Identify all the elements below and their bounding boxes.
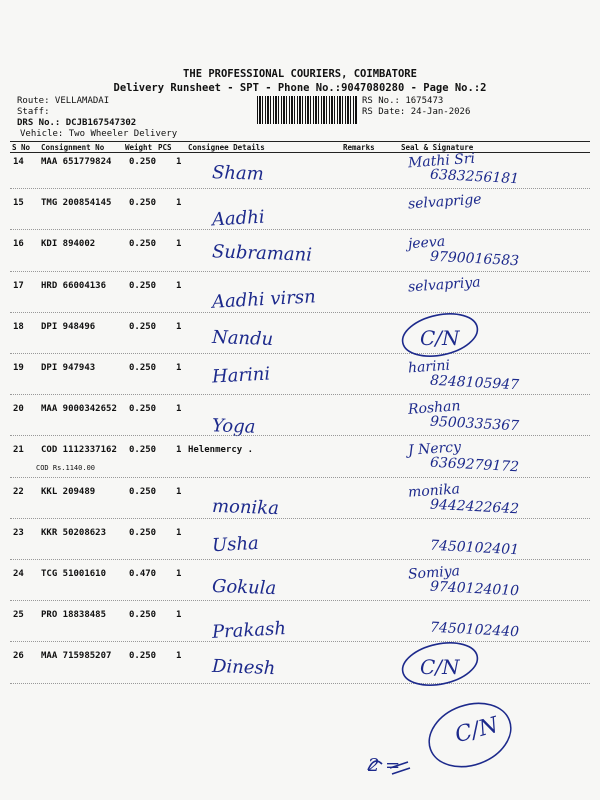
row-pcs: 1 [176, 651, 182, 662]
row-consignee-handwritten: monika [211, 495, 280, 519]
row-consignment-no: KDI 894002 [41, 239, 96, 250]
col-pcs: PCS [158, 143, 172, 152]
row-consignee-handwritten: Aadhi [211, 206, 266, 231]
rs-date: RS Date: 24-Jan-2026 [362, 107, 471, 117]
row-consignee-handwritten: Yoga [211, 415, 256, 438]
row-consignment-no: PRO 18838485 [41, 610, 107, 621]
row-weight: 0.250 [129, 321, 157, 332]
row-consignment-no: KKL 209489 [41, 486, 96, 497]
route-label: Route: VELLAMADAI [17, 96, 110, 106]
row-pcs: 1 [176, 198, 182, 209]
col-consignee-details: Consignee Details [188, 143, 265, 152]
header-bottom-rule [10, 152, 590, 153]
row-sno: 26 [13, 651, 24, 662]
row-signature: Somiya [407, 563, 461, 583]
row-pcs: 1 [176, 239, 182, 250]
row-weight: 0.250 [129, 363, 157, 373]
row-cn-stamp: C/N [420, 325, 460, 350]
col-remarks: Remarks [343, 143, 375, 152]
row-phone-handwritten: 7450102401 [429, 537, 520, 559]
row-sno: 21 [13, 445, 24, 456]
row-pcs: 1 [176, 610, 182, 621]
row-sno: 19 [13, 363, 24, 373]
row-consignment-no: DPI 948496 [41, 321, 96, 332]
row-consignment-no: HRD 66004136 [41, 280, 107, 291]
row-divider [10, 271, 590, 272]
row-pcs: 1 [176, 445, 182, 456]
row-weight: 0.250 [129, 280, 157, 291]
row-sno: 23 [13, 527, 24, 538]
row-signature: Roshan [407, 398, 462, 419]
header-top-rule [10, 141, 590, 142]
row-pcs: 1 [176, 404, 182, 415]
row-consignment-no: TMG 200854145 [41, 198, 112, 209]
row-signature: harini [407, 357, 451, 377]
row-consignee: Helenmercy . [188, 445, 254, 456]
row-cn-stamp: C/N [420, 655, 460, 680]
row-pcs: 1 [176, 321, 182, 332]
row-consignee-handwritten: Gokula [211, 575, 277, 600]
col-sno: S No [12, 143, 31, 152]
row-weight: 0.250 [129, 486, 157, 497]
row-divider [10, 353, 590, 354]
row-weight: 0.250 [129, 198, 157, 209]
row-divider [10, 188, 590, 189]
row-phone-handwritten: 7450102440 [429, 619, 520, 641]
row-sno: 15 [13, 198, 24, 209]
row-pcs: 1 [176, 363, 182, 373]
staff-label: Staff: [17, 107, 50, 117]
row-divider [10, 600, 590, 601]
row-weight: 0.250 [129, 157, 157, 167]
row-consignment-no: MAA 715985207 [41, 651, 112, 662]
row-cod-amount: COD Rs.1140.00 [36, 464, 96, 473]
row-consignee-handwritten: Prakash [211, 618, 287, 644]
row-signature: selvaprige [407, 191, 483, 213]
row-divider [10, 229, 590, 230]
row-weight: 0.250 [129, 651, 157, 662]
footer-cn-text: C/N [452, 712, 501, 749]
row-signature: jeeva [407, 234, 446, 253]
barcode [257, 96, 357, 124]
col-weight: Weight [125, 143, 153, 152]
row-divider [10, 312, 590, 313]
row-sno: 18 [13, 321, 24, 332]
row-consignee-handwritten: Aadhi virsn [211, 285, 317, 313]
cn-circle-stamp [395, 310, 485, 360]
row-weight: 0.250 [129, 610, 157, 621]
row-consignee-handwritten: Nandu [211, 326, 274, 350]
row-signature: monika [407, 480, 461, 501]
row-sno: 14 [13, 157, 24, 167]
row-pcs: 1 [176, 157, 182, 167]
cn-circle-stamp [395, 639, 485, 689]
row-phone-handwritten: 9790016583 [429, 249, 520, 270]
row-pcs: 1 [176, 527, 182, 538]
row-phone-handwritten: 8248105947 [429, 372, 520, 394]
drs-number: DRS No.: DCJB167547302 [17, 118, 137, 128]
row-phone-handwritten: 9442422642 [429, 496, 520, 517]
row-consignee-handwritten: Usha [211, 532, 260, 557]
row-sno: 24 [13, 569, 24, 579]
row-signature: Mathi Sri [407, 150, 476, 172]
row-pcs: 1 [176, 280, 182, 291]
row-divider [10, 435, 590, 436]
company-title: THE PROFESSIONAL COURIERS, COIMBATORE [183, 68, 417, 80]
row-phone-handwritten: 9500335367 [429, 413, 520, 435]
row-consignee-handwritten: Dinesh [211, 656, 276, 680]
col-consignment: Consignment No [41, 143, 105, 152]
row-weight: 0.250 [129, 239, 157, 250]
col-seal-signature: Seal & Signature [401, 143, 474, 152]
runsheet-subtitle: Delivery Runsheet - SPT - Phone No.:9047080280 - Page No.:2 [113, 82, 487, 94]
row-sno: 20 [13, 404, 24, 415]
rs-number: RS No.: 1675473 [362, 96, 444, 106]
row-phone-handwritten: 9740124010 [429, 578, 520, 600]
vehicle-label: Vehicle: Two Wheeler Delivery [20, 129, 178, 139]
row-consignee-handwritten: Harini [211, 363, 271, 388]
row-consignee-handwritten: Sham [211, 162, 265, 185]
row-consignment-no: TCG 51001610 [41, 569, 107, 579]
row-consignee-handwritten: Subramani [211, 241, 313, 267]
row-sno: 22 [13, 486, 24, 497]
row-weight: 0.470 [129, 569, 157, 579]
row-pcs: 1 [176, 486, 182, 497]
row-signature: J Nercy [407, 439, 462, 460]
row-weight: 0.250 [129, 445, 157, 456]
row-phone-handwritten: 6369279172 [429, 455, 520, 476]
row-divider [10, 394, 590, 395]
row-sno: 17 [13, 280, 24, 291]
row-divider [10, 477, 590, 478]
row-consignment-no: DPI 947943 [41, 363, 96, 373]
row-pcs: 1 [176, 569, 182, 579]
footer-mark: 2 = [368, 755, 401, 776]
row-weight: 0.250 [129, 404, 157, 415]
row-divider [10, 518, 590, 519]
row-sno: 16 [13, 239, 24, 250]
row-consignment-no: MAA 9000342652 [41, 404, 117, 415]
row-weight: 0.250 [129, 527, 157, 538]
row-signature: selvapriya [407, 274, 482, 296]
row-consignment-no: MAA 651779824 [41, 157, 112, 167]
row-divider [10, 559, 590, 560]
row-consignment-no: KKR 50208623 [41, 527, 107, 538]
row-consignment-no: COD 1112337162 [41, 445, 117, 456]
row-phone-handwritten: 6383256181 [429, 166, 520, 188]
row-divider [10, 641, 590, 642]
row-divider [10, 683, 590, 684]
row-sno: 25 [13, 610, 24, 621]
